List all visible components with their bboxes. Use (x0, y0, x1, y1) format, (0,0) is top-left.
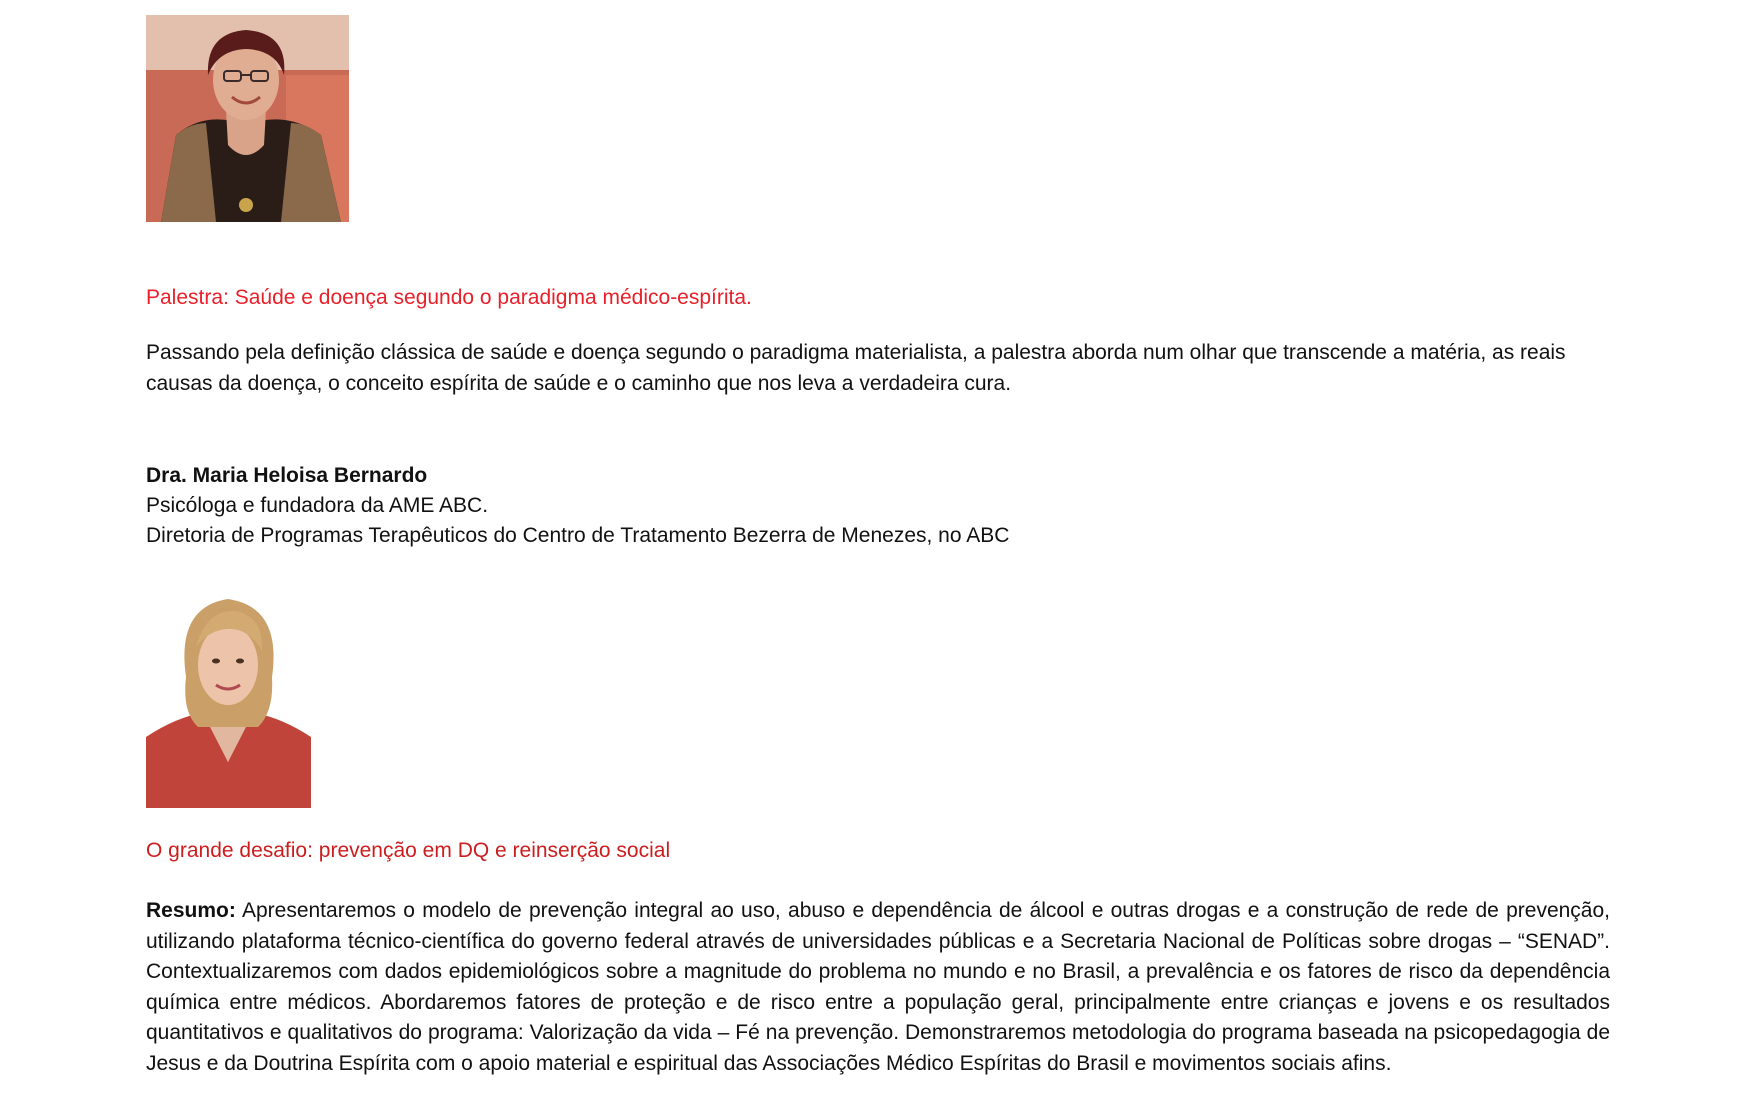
talk-title-1: Palestra: Saúde e doença segundo o paradigma médico-espírita. (146, 286, 752, 309)
talk-title-2: O grande desafio: prevenção em DQ e reinserção social (146, 839, 671, 862)
talk-description-1: Passando pela definição clássica de saúde e doença segundo o paradigma materialista, a palestra aborda num olhar que transcende a matéria, as reais causas da doença, o conceito espírita de saúde e o caminho que nos leva a verdadeira cura. (146, 341, 1566, 395)
speaker-photo-1-illustration (146, 15, 349, 222)
speaker-role-line-1: Psicóloga e fundadora da AME ABC. (146, 494, 489, 517)
speaker-name-2: Dra. Maria Heloisa Bernardo (146, 464, 428, 487)
speaker-photo-2 (146, 587, 311, 808)
speaker-photo-2-illustration (146, 587, 311, 808)
talk-summary-2 (146, 896, 1610, 1079)
summary-text: Apresentaremos o modelo de prevenção integral ao uso, abuso e dependência de álcool e outras drogas e a construção de rede de prevenção, utilizando plataforma técnico-científica do governo federal através de universidades públicas e a Secretaria Nacional de Políticas sobre drogas – “SENAD”. Contextualizaremos com dados epidemiológicos sobre a magnitude do problema no mundo e no Brasil, a prevalência e os fatores de risco da dependência química entre médicos. Abordaremos fatores de proteção e de risco entre a população geral, principalmente entre crianças e jovens e os resultados quantitativos e qualitativos do programa: Valorização da vida – Fé na prevenção. Demonstraremos metodologia do programa baseada na psicopedagogia de Jesus e da Doutrina Espírita com o apoio material e espiritual das Associações Médico Espíritas do Brasil e movimentos sociais afins. (146, 899, 1610, 1075)
speaker-role-line-2: Diretoria de Programas Terapêuticos do Centro de Tratamento Bezerra de Menezes, no ABC (146, 524, 1010, 547)
speaker-photo-1 (146, 15, 349, 222)
summary-label: Resumo: (146, 899, 236, 922)
